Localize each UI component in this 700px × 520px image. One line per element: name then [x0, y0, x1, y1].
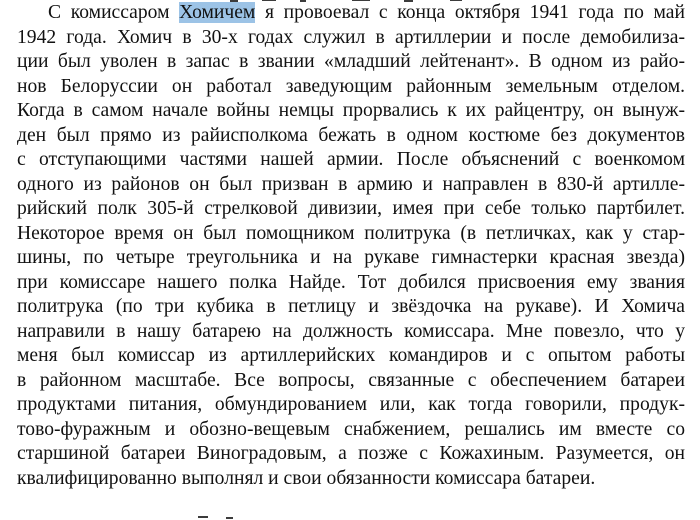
text-line-17: продуктами питания, обмундированием или, как тогда говорили, продук- — [17, 394, 685, 415]
text-line-4: нов Белоруссии он работал заведующим районным земельным отделом. — [17, 75, 685, 97]
text-line-8: одного из районов он был призван в армию и направлен в 830-й артилле- — [17, 173, 685, 195]
highlighted-word[interactable]: Хомичем — [179, 2, 256, 23]
text-line-18: тово-фуражным и обозно-вещевым снабжением, решались им вместе со — [17, 418, 685, 440]
text-before-highlight: С комиссаром — [48, 2, 180, 23]
text-line-3: ции был уволен в запас в звании «младший лейтенант». В одном из райо- — [17, 51, 685, 72]
text-line-14: направили в нашу батарею на должность комиссара. Мне повезло, что у — [17, 320, 685, 342]
text-line-20: квалифицированно выполнял и свои обязанности комиссара батареи. — [17, 467, 596, 489]
text-line-1 — [17, 1, 685, 26]
text-line-6: ден был прямо из райисполкома бежать в одном костюме без документов — [17, 124, 685, 146]
text-line-13: политрука (по три кубика в петлицу и звёздочка на рукаве). И Хомича — [17, 296, 685, 317]
cropped-next-line — [0, 513, 700, 520]
text-line-10: Некоторое время он был помощником политрука (в петличках, как у стар- — [17, 222, 685, 244]
text-line-5: Когда в самом начале войны немцы прорвались к их райцентру, он вынуж- — [17, 100, 685, 121]
text-line-16: в районном масштабе. Все вопросы, связанные с обеспечением батареи — [17, 369, 685, 391]
text-line-9: рийский полк 305-й стрелковой дивизии, имея при себе только партбилет. — [17, 198, 685, 219]
paragraph — [17, 1, 685, 491]
text-after-highlight: я провоевал с конца октября 1941 года по май — [255, 2, 685, 23]
text-line-19: старшиной батареи Виноградовым, а позже с Кожахиным. Разумеется, он — [17, 443, 685, 464]
text-line-7: с отступающими частями нашей армии. После объяснений с военкомом — [17, 149, 685, 170]
text-line-12: при комиссаре нашего полка Найде. Тот добился присвоения ему звания — [17, 271, 685, 293]
text-line-2: 1942 года. Хомич в 30-х годах служил в артиллерии и после демобилиза- — [17, 26, 685, 48]
text-line-15: меня был комиссар из артиллерийских командиров и с опытом работы — [17, 345, 685, 366]
text-line-11: шины, по четыре треугольника и на рукаве гимнастерки красная звезда) — [17, 247, 685, 268]
